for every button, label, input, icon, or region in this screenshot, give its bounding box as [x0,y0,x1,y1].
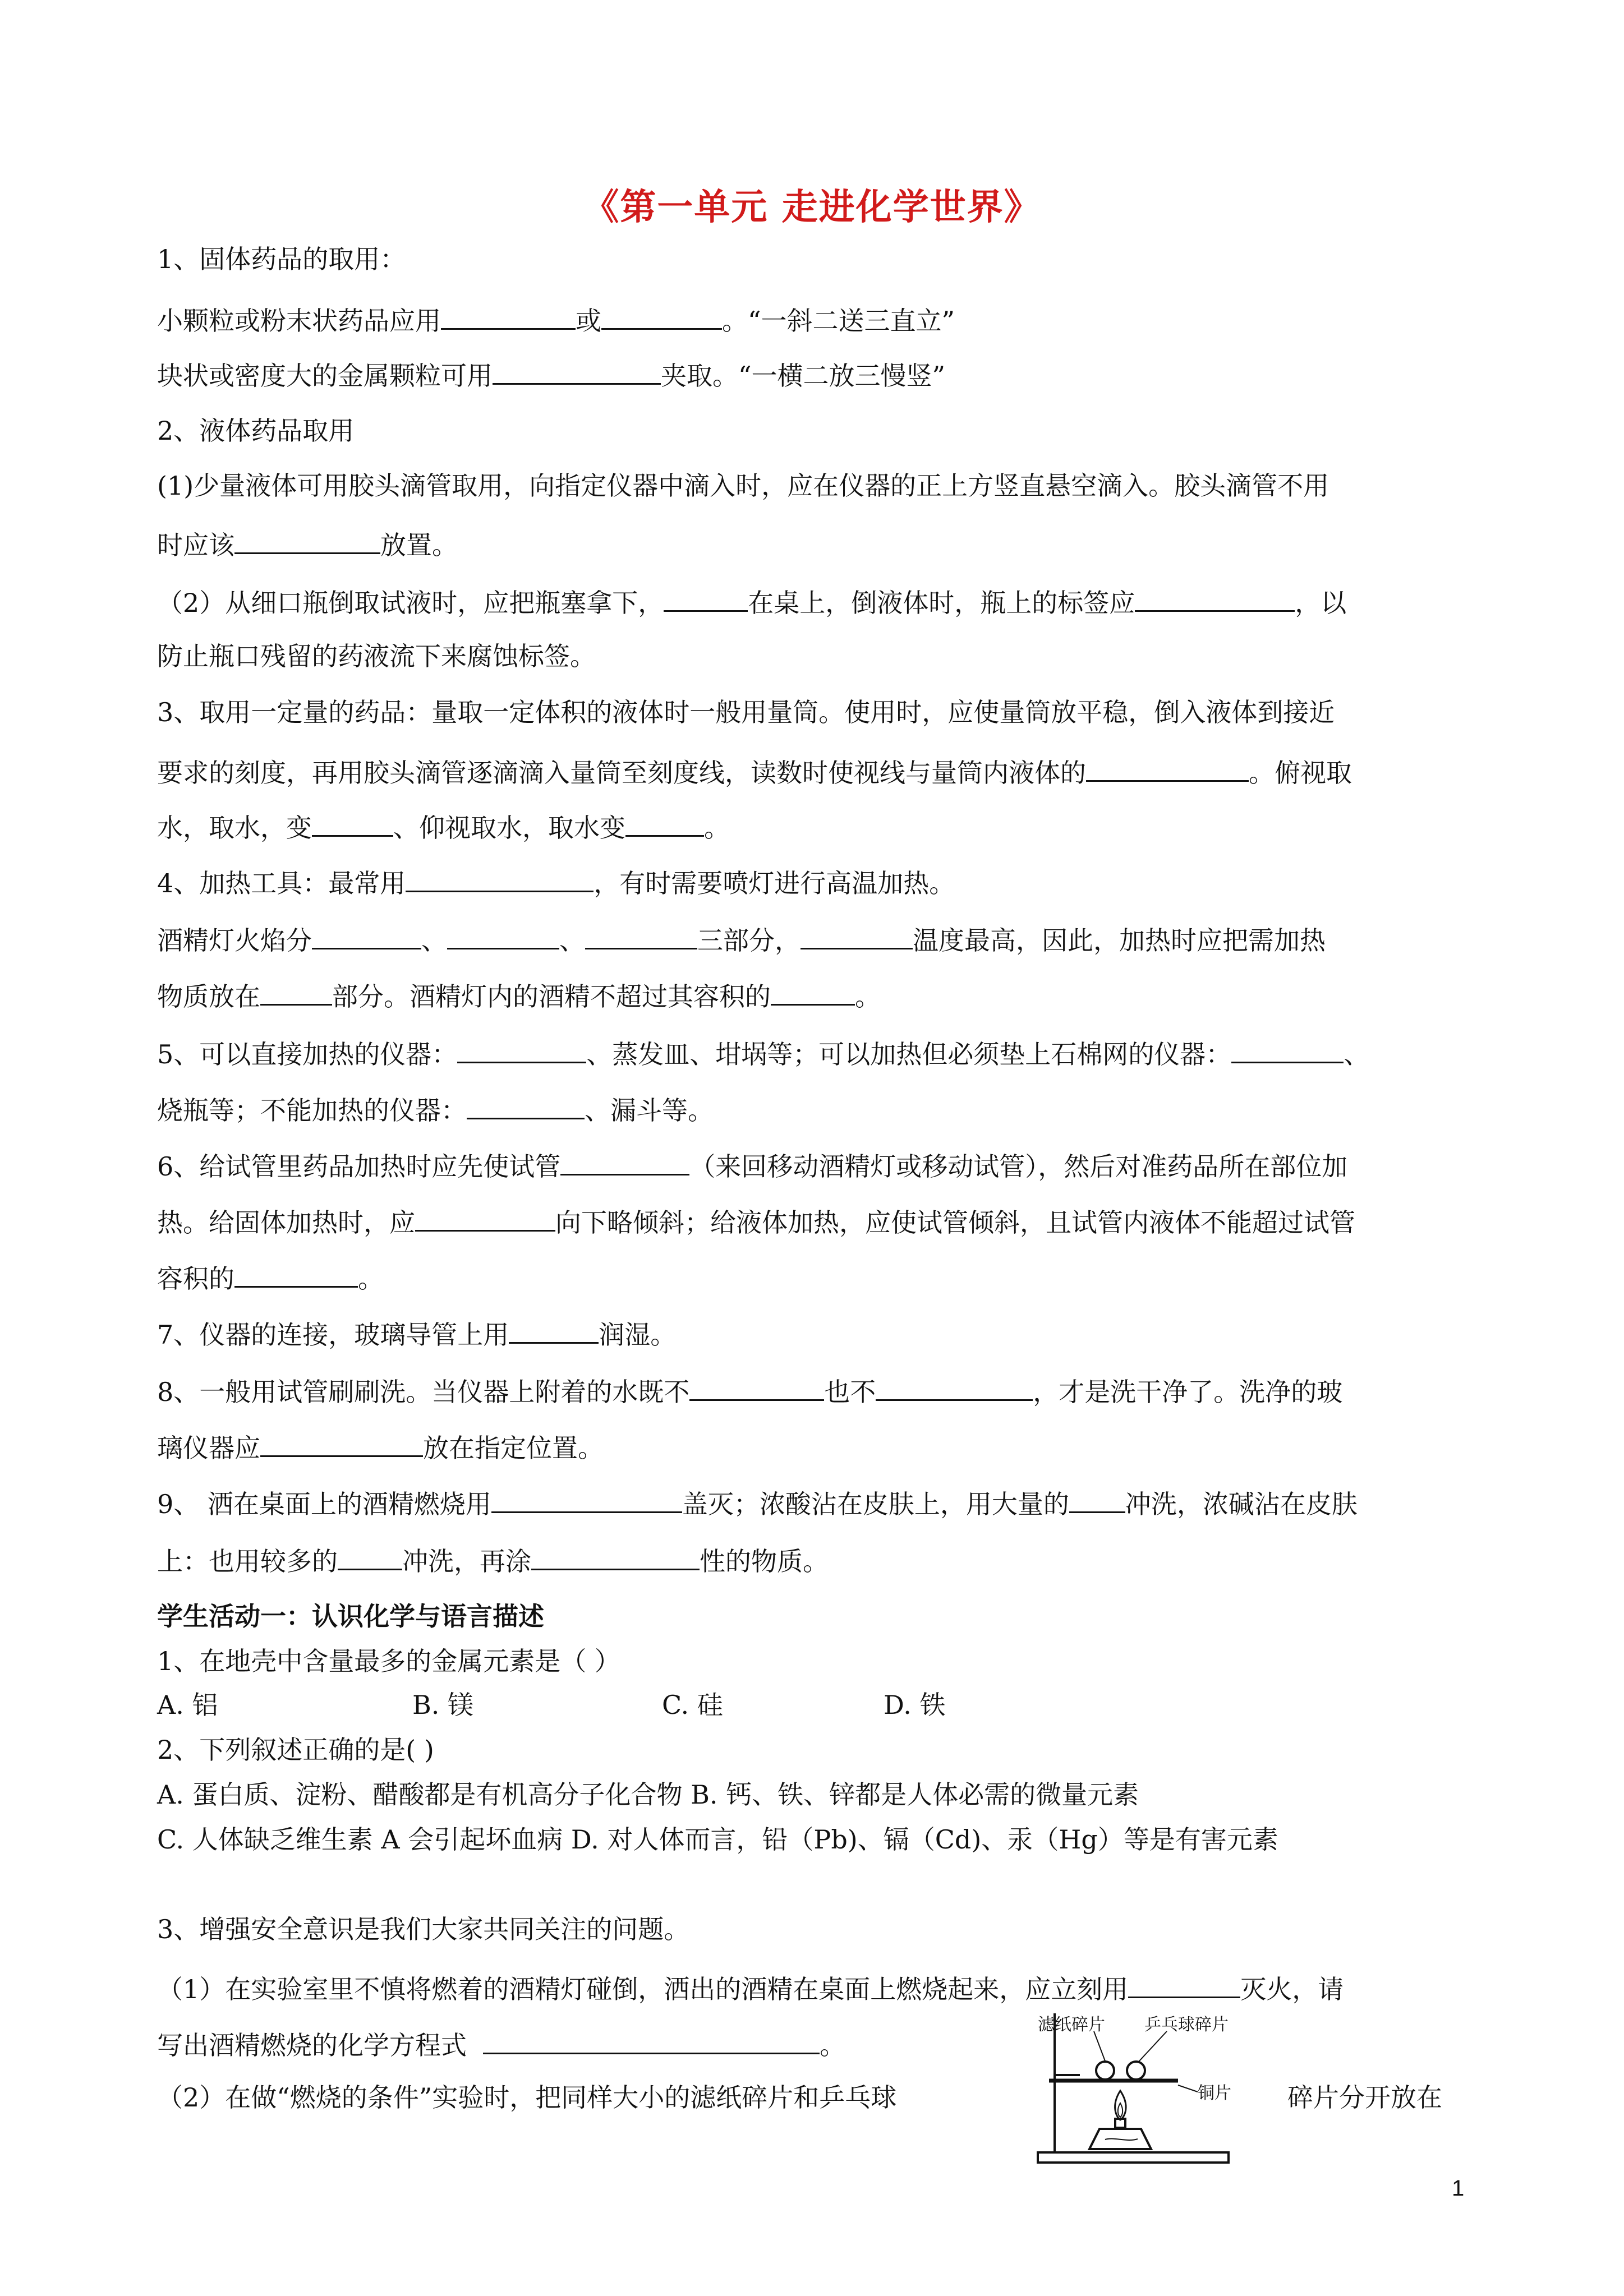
option-c[interactable]: C. 硅 [662,1690,723,1720]
q6-line1: 6、给试管里药品加热时应先使试管 （来回移动酒精灯或移动试管），然后对准药品所在部位加 [157,1147,1347,1183]
label-copper-plate: 铜片 [1198,2083,1231,2103]
blank[interactable] [457,1035,586,1063]
blank[interactable] [771,977,855,1006]
q9-line2: 上：也用较多的 冲洗，再涂 性的物质。 [157,1542,829,1578]
q7-line1: 7、仪器的连接，玻璃导管上用 润湿。 [157,1315,676,1352]
q8-line2: 璃仪器应 放在指定位置。 [157,1428,604,1465]
blank[interactable] [441,301,576,330]
q5-line2: 烧瓶等；不能加热的仪器： 、漏斗等。 [157,1091,714,1127]
blank[interactable] [260,977,332,1006]
blank[interactable] [415,1203,555,1232]
act-q3-p3-right: 碎片分开放在 [1287,2082,1442,2113]
blank[interactable] [664,583,748,612]
q4-line2: 酒精灯火焰分 、 、 三部分， 温度最高，因此，加热时应把需加热 [157,921,1326,957]
q1-line1: 小颗粒或粉末状药品应用 或 。“一斜二送三直立” [157,301,955,338]
mc2-options-row2: C. 人体缺乏维生素 A 会引起坏血病 D. 对人体而言，铅（Pb)、镉（Cd)、汞（Hg）等是有害元素 [157,1824,1278,1855]
q2-p2-line2: 防止瓶口残留的药液流下来腐蚀标签。 [157,641,596,671]
act-q3-p1: （1）在实验室里不慎将燃着的酒精灯碰倒，洒出的酒精在桌面上燃烧起来，应立刻用 灭火，请 [157,1970,1344,2006]
blank[interactable] [234,1259,358,1288]
blank[interactable] [509,1315,599,1344]
q9-line1: 9、 洒在桌面上的酒精燃烧用 盖灭；浓酸沾在皮肤上，用大量的 冲洗，浓碱沾在皮肤 [157,1484,1358,1521]
q3-line1: 3、取用一定量的药品：量取一定体积的液体时一般用量筒。使用时，应使量筒放平稳，倒入液体到接近 [157,697,1335,727]
blank[interactable] [483,2026,820,2054]
combustion-apparatus-figure [1027,2002,1262,2170]
q2-p1-line1: (1)少量液体可用胶头滴管取用，向指定仪器中滴入时，应在仪器的正上方竖直悬空滴入。胶头滴管不用 [157,471,1329,501]
blank[interactable] [801,921,913,949]
blank[interactable] [260,1428,423,1457]
blank[interactable] [560,1147,689,1175]
q4-line3: 物质放在 部分。酒精灯内的酒精不超过其容积的 。 [157,977,881,1013]
mc2-options-row1: A. 蛋白质、淀粉、醋酸都是有机高分子化合物 B. 钙、铁、锌都是人体必需的微量元素 [157,1779,1139,1810]
act-q3-p3-left: （2）在做“燃烧的条件”实验时，把同样大小的滤纸碎片和乒乓球 [157,2082,897,2113]
label-pingpong: 乒乓球碎片 [1144,2015,1229,2035]
q2-p2-line1: （2）从细口瓶倒取试液时，应把瓶塞拿下， 在桌上，倒液体时，瓶上的标签应 ，以 [157,583,1346,620]
activity-heading: 学生活动一：认识化学与语言描述 [157,1601,544,1631]
blank[interactable] [531,1542,700,1570]
act-q3-heading: 3、增强安全意识是我们大家共同关注的问题。 [157,1914,690,1944]
q3-line3: 水，取水，变 、仰视取水，取水变 。 [157,808,730,845]
blank[interactable] [493,356,661,385]
blank[interactable] [1086,753,1249,782]
blank[interactable] [1128,1970,1240,1998]
q6-line2: 热。给固体加热时，应 向下略倾斜；给液体加热，应使试管倾斜，且试管内液体不能超过试管 [157,1203,1355,1239]
mc2-question: 2、下列叙述正确的是( ) [157,1735,434,1765]
blank[interactable] [625,808,704,837]
q2-heading: 2、液体药品取用 [157,416,355,446]
blank[interactable] [338,1542,402,1570]
blank[interactable] [585,921,697,949]
mc1-options [157,1688,946,1722]
blank[interactable] [406,864,594,892]
blank[interactable] [234,525,380,554]
q4-line1: 4、加热工具：最常用 ，有时需要喷灯进行高温加热。 [157,864,955,900]
act-q3-p2: 写出酒精燃烧的化学方程式 。 [157,2026,845,2062]
option-d[interactable]: D. 铁 [884,1690,946,1720]
q2-p1-line2: 时应该 放置。 [157,525,458,562]
q8-line1: 8、一般用试管刷刷洗。当仪器上附着的水既不 也不 ，才是洗干净了。洗净的玻 [157,1372,1342,1409]
page-title: 《第一单元 走进化学世界》 [583,187,1041,228]
blank[interactable] [467,1091,585,1119]
option-b[interactable]: B. 镁 [412,1690,474,1720]
q1-heading: 1、固体药品的取用： [157,244,406,274]
blank[interactable] [312,921,421,949]
blank[interactable] [1231,1035,1344,1063]
blank[interactable] [1069,1484,1125,1513]
page-number: 1 [1452,2176,1465,2201]
option-a[interactable]: A. 铝 [157,1690,218,1720]
blank[interactable] [601,301,722,330]
blank[interactable] [312,808,393,837]
q6-line3: 容积的 。 [157,1259,384,1295]
q3-line2: 要求的刻度，再用胶头滴管逐滴滴入量筒至刻度线，读数时使视线与量筒内液体的 。俯视取 [157,753,1352,790]
q1-line2: 块状或密度大的金属颗粒可用 夹取。“一横二放三慢竖” [157,356,945,393]
label-filter-paper: 滤纸碎片 [1038,2015,1105,2035]
blank[interactable] [491,1484,682,1513]
q5-line1: 5、可以直接加热的仪器： 、蒸发皿、坩埚等；可以加热但必须垫上石棉网的仪器： 、 [157,1035,1369,1071]
blank[interactable] [876,1372,1033,1401]
blank[interactable] [1135,583,1295,612]
blank[interactable] [447,921,559,949]
mc1-question: 1、在地壳中含量最多的金属元素是（ ） [157,1646,620,1676]
blank[interactable] [689,1372,824,1401]
